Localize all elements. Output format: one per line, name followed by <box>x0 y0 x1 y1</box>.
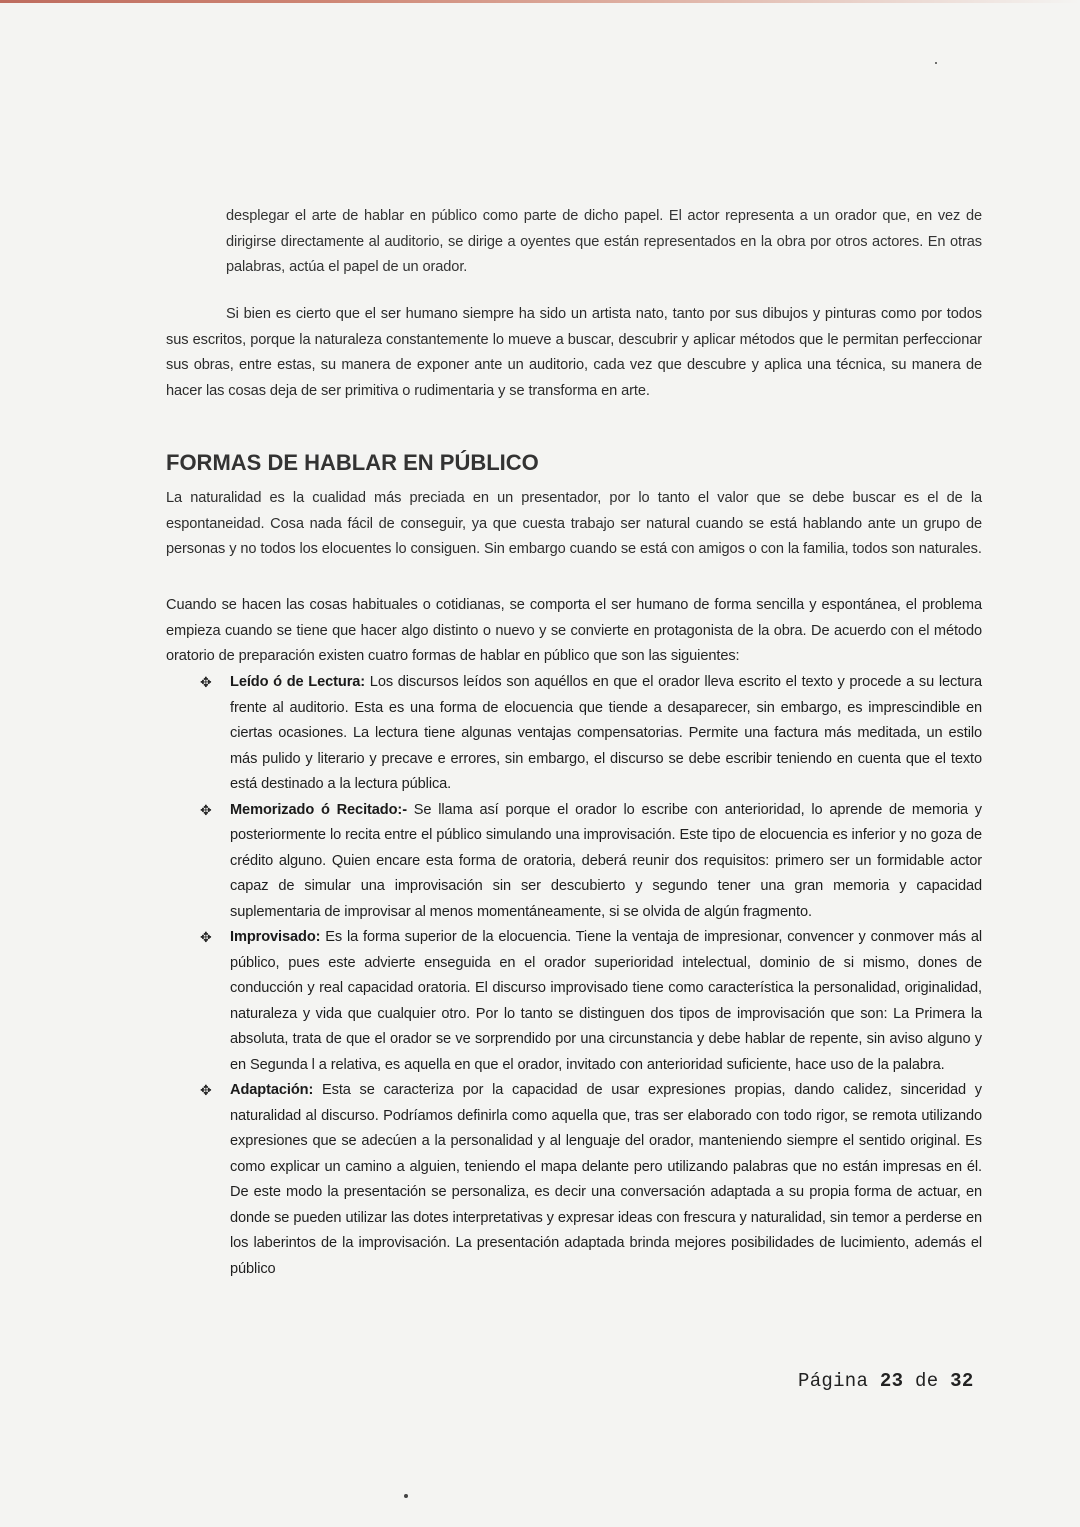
list-item-text: Los discursos leídos son aquéllos en que el orador lleva escrito el texto y procede a su lectura frente al auditorio. Esta es una forma de elocuencia que tiende a desaparecer, sin embargo, es imprescindible en ciertas ocasiones. La lectura tiene algunas ventajas compensatorias. Permite una factura más meditada, un estilo más pulido y literario y precave e errores, sin embargo, el discurso se debe escribir teniendo en cuenta que el texto está destinado a la lectura pública. <box>230 674 982 792</box>
list-item <box>200 798 982 926</box>
list-item <box>200 1078 982 1282</box>
current-page-number: 23 <box>879 1370 904 1392</box>
total-pages-number: 32 <box>950 1370 974 1392</box>
list-item-text: Esta se caracteriza por la capacidad de usar expresiones propias, dando calidez, sinceridad y naturalidad al discurso. Podríamos definirla como aquella que, tras ser elaborado con todo rigor, se remota utilizando expresiones que se adecúen a la personalidad y al lenguaje del orador, manteniendo siempre el sentido original. Es como explicar un camino a alguien, teniendo el mapa delante pero utilizando palabras que no están impresas en él. De este modo la presentación se personaliza, es decir una conversación adaptada a su propia forma de actuar, en donde se pueden utilizar las dotes interpretativas y expresar ideas con frescura y naturalidad, sin temor a perderse en los laberintos de la improvisación. La presentación adaptada brinda mejores posibilidades de lucimiento, además el público <box>230 1082 982 1277</box>
paragraph-formas-intro: Cuando se hacen las cosas habituales o cotidianas, se comporta el ser humano de forma sencilla y espontánea, el problema empieza cuando se tiene que hacer algo distinto o nuevo y se convierte en protagonista de la obra. De acuerdo con el método oratorio de preparación existen cuatro formas de hablar en público que son las siguientes: <box>166 597 982 664</box>
section-heading: FORMAS DE HABLAR EN PÚBLICO <box>166 450 539 476</box>
diamond-bullet-icon: ✥ <box>200 929 212 945</box>
paragraph-naturalidad: La naturalidad es la cualidad más preciada en un presentador, por lo tanto el valor que se debe buscar es el de la espontaneidad. Cosa nada fácil de conseguir, ya que cuesta trabajo ser natural cuando se está hablando ante un grupo de personas y no todos los elocuentes lo consiguen. Sin embargo cuando se está con amigos o con la familia, todos son naturales. <box>166 490 982 557</box>
list-item-term: Improvisado: <box>230 929 321 945</box>
list-item-text: Se llama así porque el orador lo escribe con anterioridad, lo aprende de memoria y posteriormente lo recita entre el público simulando una improvisación. Este tipo de elocuencia es inferior y no goza de crédito alguno. Quien encare esta forma de oratoria, deberá reunir dos requisitos: primero ser un formidable actor capaz de simular una improvisación sin ser descubierto y segundo tener una gran memoria y capacidad suplementaria de improvisar al menos momentáneamente, si se olvida de algún fragmento. <box>230 801 982 920</box>
speaking-forms-list <box>200 670 982 1282</box>
list-item-term: Memorizado ó Recitado:- <box>230 801 407 818</box>
diamond-bullet-icon: ✥ <box>200 674 212 690</box>
list-item-term: Leído ó de Lectura: <box>230 674 366 690</box>
paragraph-continuation: desplegar el arte de hablar en público como parte de dicho papel. El actor representa a un orador que, en vez de dirigirse directamente al auditorio, se dirige a oyentes que están representados en la obra por otros actores. En otras palabras, actúa el papel de un orador. <box>226 208 982 275</box>
list-item-term: Adaptación: <box>230 1082 314 1098</box>
page-number-footer <box>798 1370 974 1392</box>
diamond-bullet-icon: ✥ <box>200 1082 212 1098</box>
list-item <box>200 670 982 798</box>
diamond-bullet-icon: ✥ <box>200 801 212 818</box>
list-item-text: Es la forma superior de la elocuencia. Tiene la ventaja de impresionar, convencer y conmover más al público, pues este advierte enseguida en el orador superioridad intelectual, dominio de si mismo, dones de conducción y real capacidad oratoria. El discurso improvisado tiene como característica la personalidad, originalidad, naturaleza y vida que cualquier otro. Por lo tanto se distinguen dos tipos de improvisación que son: La Primera la absoluta, trata de que el orador se ve sorprendido por una circunstancia y debe hablar de repente, sin aviso alguno y en Segunda l a relativa, es aquella en que el orador, invitado con anterioridad suficiente, hace uso de la palabra. <box>230 929 982 1073</box>
page-separator: de <box>915 1370 939 1392</box>
page-label: Página <box>798 1370 869 1392</box>
paragraph-artist: Si bien es cierto que el ser humano siempre ha sido un artista nato, tanto por sus dibujos y pinturas como por todos sus escritos, porque la naturaleza constantemente lo mueve a buscar, descubrir y aplicar métodos que le permitan perfeccionar sus obras, entre estas, su manera de exponer ante un auditorio, cada vez que descubre y aplica una técnica, su manera de hacer las cosas deja de ser primitiva o rudimentaria y se transforma en arte. <box>166 306 982 399</box>
list-item <box>200 925 982 1078</box>
